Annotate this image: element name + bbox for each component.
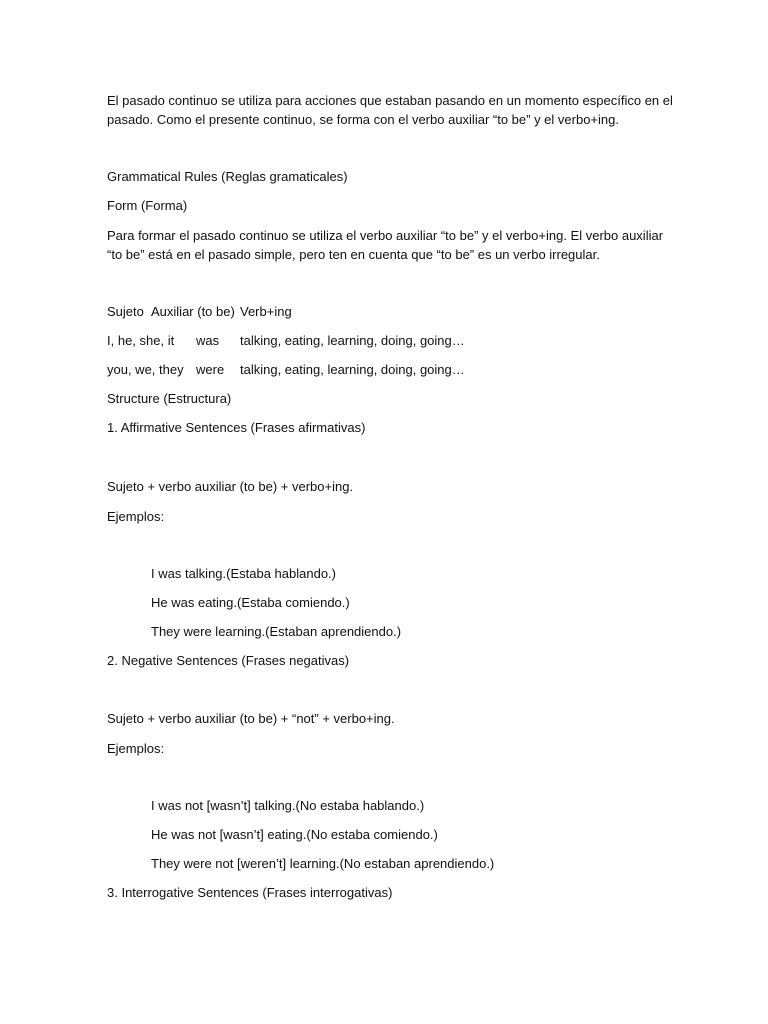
row-auxiliary: was	[196, 333, 220, 348]
negative-example: I was not [wasn’t] talking.(No estaba hablando.)	[151, 798, 425, 813]
header-subject: Sujeto	[107, 304, 144, 319]
grammatical-rules-heading: Grammatical Rules (Reglas gramaticales)	[107, 169, 348, 184]
form-heading: Form (Forma)	[107, 198, 188, 213]
affirmative-example: They were learning.(Estaban aprendiendo.)	[151, 624, 402, 639]
header-auxiliary: Auxiliar (to be)	[151, 304, 235, 319]
interrogative-heading: 3. Interrogative Sentences (Frases interrogativas)	[107, 885, 393, 900]
negative-example: He was not [wasn’t] eating.(No estaba comiendo.)	[151, 827, 438, 842]
row-verb: talking, eating, learning, doing, going…	[240, 362, 465, 377]
header-verb: Verb+ing	[240, 304, 292, 319]
row-auxiliary: were	[196, 362, 225, 377]
affirmative-heading: 1. Affirmative Sentences (Frases afirmativas)	[107, 420, 366, 435]
affirmative-example: I was talking.(Estaba hablando.)	[151, 566, 336, 581]
intro-line-2: pasado. Como el presente continuo, se forma con el verbo auxiliar “to be” y el verbo+ing.	[107, 112, 619, 127]
row-verb: talking, eating, learning, doing, going…	[240, 333, 465, 348]
form-text-line-1: Para formar el pasado continuo se utiliza el verbo auxiliar “to be” y el verbo+ing. El verbo auxiliar	[107, 228, 664, 243]
negative-formula: Sujeto + verbo auxiliar (to be) + “not” + verbo+ing.	[107, 711, 395, 726]
negative-heading: 2. Negative Sentences (Frases negativas)	[107, 653, 350, 668]
negative-examples-label: Ejemplos:	[107, 741, 165, 756]
intro-line-1: El pasado continuo se utiliza para acciones que estaban pasando en un momento específico en el	[107, 93, 673, 108]
row-subject: you, we, they	[107, 362, 184, 377]
affirmative-formula: Sujeto + verbo auxiliar (to be) + verbo+ing.	[107, 479, 354, 494]
affirmative-examples-label: Ejemplos:	[107, 509, 165, 524]
structure-heading: Structure (Estructura)	[107, 391, 232, 406]
negative-example: They were not [weren’t] learning.(No estaban aprendiendo.)	[151, 856, 495, 871]
form-text-line-2: “to be” está en el pasado simple, pero ten en cuenta que “to be” es un verbo irregular.	[107, 247, 600, 262]
row-subject: I, he, she, it	[107, 333, 175, 348]
affirmative-example: He was eating.(Estaba comiendo.)	[151, 595, 350, 610]
